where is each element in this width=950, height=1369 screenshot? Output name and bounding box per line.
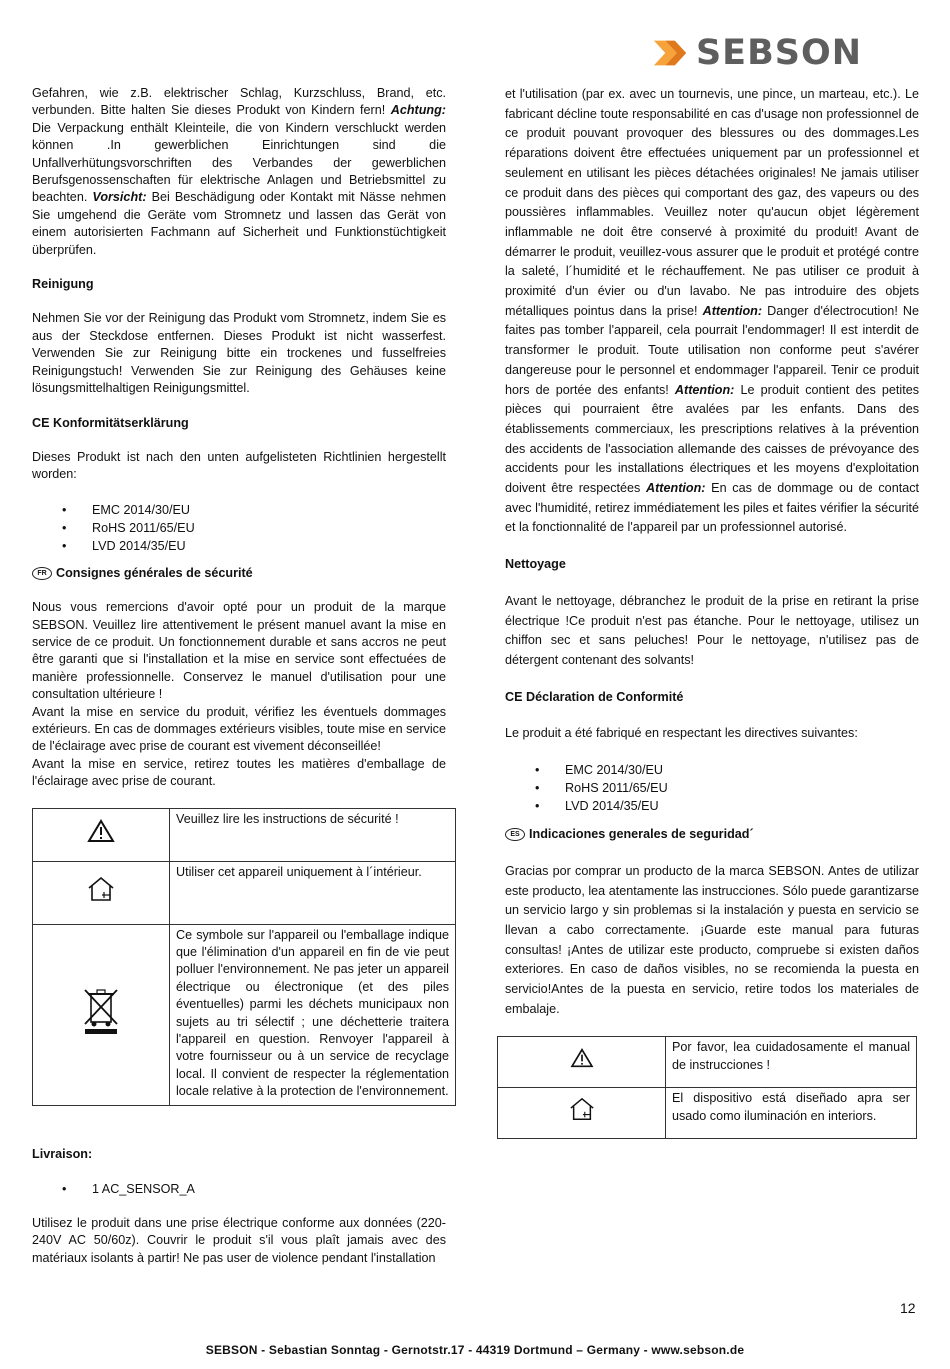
fr-section-heading (32, 565, 446, 582)
fr-intro-text: Nous vous remercions d'avoir opté pour un produit de la marque SEBSON. Veuillez lire attentivement le présent manuel avant la mise en service de ce produit. Un fonctionnement durable et sans accros ne peut être garanti que si l'installation et la mise en service sont effectuées de manière professionnelle. Conservez le manuel d'utilisation pour une consultation ultérieure ! (32, 600, 446, 702)
es-section-heading (505, 825, 919, 845)
directive-list-de (32, 501, 446, 555)
safety-paragraph-fr: et l'utilisation (par ex. avec un tournevis, une pince, un marteau, etc.). Le fabricant décline toute responsabilité en cas d'usage non professionnel de ce produit pouvant provoquer des blessures ou des dommages.Les réparations doivent être effectuées uniquement par un professionnel et seulement en utilisant les pièces détachées originales! Ne jamais utiliser ce produit dans des pièces qui comportant des gaz, des vapeurs ou des poussières inflammables. Veuillez noter qu'aucun objet légèrement inflammable ne doit être conservé à proximité du produit! Avant de démarrer le produit, veuillez-vous assurer que le produit et protégé contre la saleté, l´humidité et le réchauffement. Ne pas utiliser ce produit à proximité d'un évier ou d'un lavabo. Ne pas introduire des objets métalliques pointus dans la prise! Attention: Danger d'électrocution! Ne faites pas tomber l'appareil, cela pourrait l'endommager! Il est interdit de transformer le produit. Toute utilisation non conforme peut s'avérer dangereuse pour le personnel et endommager l'appareil. Tenir ce produit hors de portée des enfants! Attention: Le produit contient des petites pièces qui pourraient être avalées par les enfants. Dans des établissements commerciaux, les prescriptions relatives à la prévention des accidents de l'association allemande des caisses de prévoyance des accidents pour les installations électriques et les moyens d'exploitation doivent être respectées Attention: En cas de dommage ou de contact avec l'humidité, retirez immédiatement les piles et faites vérifier la sécurité et la fonctionnalité de l'appareil par un professionnel autorisé. (505, 87, 919, 535)
left-column (32, 85, 449, 1267)
warning-icon (570, 1048, 594, 1068)
delivery-list (32, 1180, 446, 1198)
fr-intro-text-2: Avant la mise en service du produit, vérifiez les éventuels dommages extérieurs. En cas de dommages extérieurs visibles, toute mise en service de l'éclairage avec prise de courant est vivement déconseillée! (32, 704, 446, 754)
attention-label: Attention: (646, 481, 706, 496)
fr-heading: Consignes générales de sécurité (56, 565, 253, 580)
brand-logo (652, 33, 862, 73)
ce-heading-fr: CE Déclaration de Conformité (505, 689, 684, 704)
cleaning-heading-de: Reinigung (32, 277, 94, 292)
list-item: • LVD 2014/35/EU (32, 537, 446, 555)
table-row (33, 808, 456, 861)
ce-text-de: Dieses Produkt ist nach den unten aufgelisteten Richtlinien hergestellt worden: (32, 449, 446, 482)
symbol-table-fr (32, 808, 456, 1106)
brand-name: SEBSON (695, 33, 862, 73)
safety-paragraph-de: Gefahren, wie z.B. elektrischer Schlag, Kurzschluss, Brand, etc. verbunden. Bitte halten Sie dieses Produkt von Kindern fern! Achtung: Die Verpackung enthält Kleinteile, die von Kindern verschluckt werden können .In gewerblichen Einrichtungen sind die Unfallverhütungsvorschriften des Verbandes der gewerblichen Berufsgenossenschaften für elektrische Anlagen und Betriebsmittel zu beachten. Vorsicht: Bei Beschädigung oder Kontakt mit Nässe nehmen Sie umgehend die Geräte vom Stromnetz und lassen das Gerät von einem autorisierten Fachmann auf Sicherheit und Funktionstüchtigkeit überprüfen. (32, 86, 446, 257)
indoor-house-icon (568, 1096, 596, 1122)
cleaning-text-fr: Avant le nettoyage, débranchez le produit de la prise en retirant la prise électrique !Ce produit n'est pas étanche. Pour le nettoyage, utilisez un chiffon sec et sans peluches! Pour le nettoyage, n'utilisez pas de détergent contenant des solvants! (505, 593, 919, 667)
list-item: • RoHS 2011/65/EU (505, 779, 919, 797)
table-cell: Ce symbole sur l'appareil ou l'emballage indique que l'élimination d'un appareil en fin de vie peut polluer l'environnement. Ne pas jeter un appareil électrique ou électronique (et des piles éventuelles) parmi les déchets municipaux non sujets au tri sélectif ; une déchetterie traitera l'appareil en question. Renvoyer l'appareil à votre fournisseur ou à un service de recyclage local. Il convient de respecter la réglementation locale relative à la protection de l'environnement. (170, 924, 456, 1105)
table-row (33, 924, 456, 1105)
list-item: • LVD 2014/35/EU (505, 797, 919, 815)
page-number: 12 (900, 1300, 916, 1316)
cleaning-text-de: Nehmen Sie vor der Reinigung das Produkt vom Stromnetz, indem Sie es aus der Steckdose entfernen. Dieses Produkt ist nicht wasserfest. Verwenden Sie zur Reinigung bitte ein trockenes und fusselfreies Reinigungstuch! Verwenden Sie zur Reinigung des Gehäuses keine lösungsmittelhaltigen Reinigungsmittel. (32, 311, 446, 396)
list-item: • EMC 2014/30/EU (505, 761, 919, 779)
fr-language-badge: FR (32, 567, 52, 580)
table-cell: Veuillez lire les instructions de sécurité ! (170, 808, 456, 861)
list-item: • EMC 2014/30/EU (32, 501, 446, 519)
table-row (498, 1088, 917, 1139)
indoor-house-icon (86, 875, 116, 903)
symbol-table-es (497, 1036, 917, 1139)
list-item: • 1 AC_SENSOR_A (32, 1180, 446, 1198)
usage-text-fr: Utilisez le produit dans une prise électrique conforme aux données (220-240V AC 50/60z). Couvrir le produit s'il vous plaît jamais avec des matériaux isolants à partir! Ne pas user de violence pendant l'installation (32, 1216, 446, 1265)
table-cell: El dispositivo está diseñado apra ser usado como iluminación en interiors. (666, 1088, 917, 1139)
es-language-badge: ES (505, 828, 525, 841)
ce-heading-de: CE Konformitätserklärung (32, 415, 189, 430)
delivery-heading: Livraison: (32, 1146, 93, 1161)
caution-label: Vorsicht: (92, 190, 147, 205)
sebson-chevron-icon (652, 36, 692, 70)
es-heading: Indicaciones generales de seguridad´ (529, 827, 754, 842)
right-column (505, 85, 919, 1139)
warning-icon (87, 819, 115, 843)
fr-intro-text-3: Avant la mise en service, retirez toutes les matières d'emballage de l'éclairage avec prise de courant. (32, 756, 446, 789)
list-item: • RoHS 2011/65/EU (32, 519, 446, 537)
weee-bin-icon (81, 986, 121, 1036)
es-intro-text: Gracias por comprar un producto de la marca SEBSON. Antes de utilizar este producto, lea atentamente las instrucciones. Sólo puede garantizarse un servicio largo y sin problemas si la instalación y puesta en servicio se llevan a cabo correctamente. ¡Guarde este manual para futuras consultas! ¡Antes de utilizar este producto, compruebe si existen daños exteriores. En caso de daños visibles, no se recomienda la puesta en servicio!Antes de la puesta en servicio, retire todos los materiales de embalaje. (505, 863, 919, 1016)
attention-label: Achtung: (390, 103, 446, 118)
attention-label: Attention: (702, 303, 763, 318)
page-footer: SEBSON - Sebastian Sonntag - Gernotstr.17 - 44319 Dortmund – Germany - www.sebson.de (205, 1343, 745, 1357)
table-row (33, 861, 456, 924)
table-cell: Por favor, lea cuidadosamente el manual de instrucciones ! (666, 1037, 917, 1088)
directive-list-fr (505, 761, 919, 815)
table-cell: Utiliser cet appareil uniquement à l´intérieur. (170, 861, 456, 924)
table-row (498, 1037, 917, 1088)
attention-label: Attention: (674, 382, 735, 397)
cleaning-heading-fr: Nettoyage (505, 557, 566, 572)
ce-text-fr: Le produit a été fabriqué en respectant les directives suivantes: (505, 726, 858, 741)
